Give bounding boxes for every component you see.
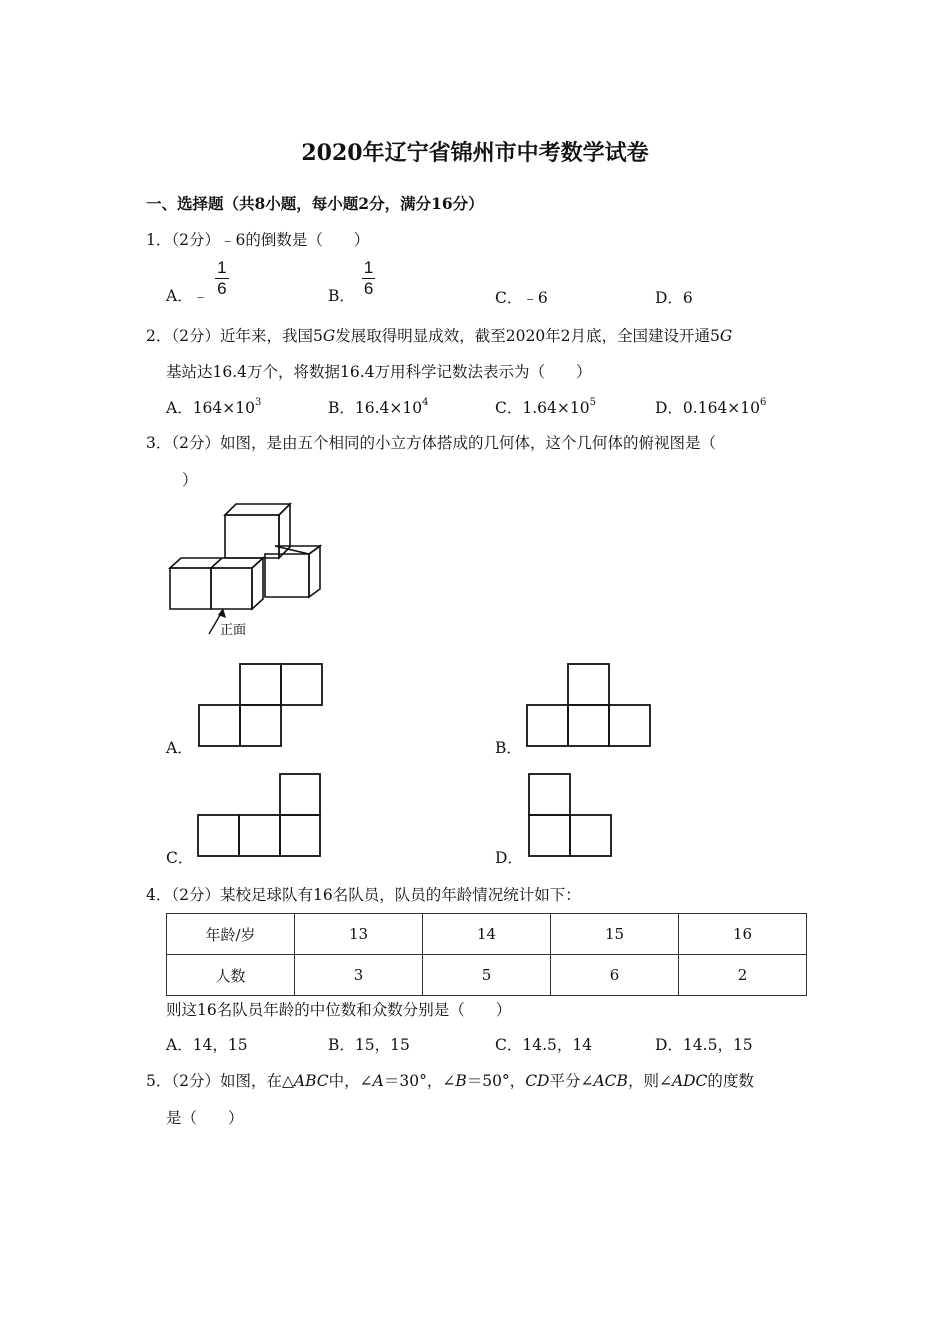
- q5-cd: CD: [525, 1072, 550, 1090]
- q1-a-label: A．﹣: [166, 287, 209, 305]
- table-cell: 3: [295, 955, 423, 996]
- q2-a-text: A．164×10: [166, 399, 255, 417]
- cube-front-left: [170, 568, 211, 609]
- q2-line1: [146, 324, 732, 346]
- q1-option-d: D．6: [655, 289, 693, 307]
- cube-top-front: [225, 515, 279, 558]
- q4-option-b: B．15，15: [328, 1036, 410, 1054]
- q1-a-numerator: 1: [217, 258, 227, 277]
- q2-b-exp: 4: [422, 396, 429, 408]
- q2-d-text: D．0.164×10: [655, 399, 761, 417]
- q4-option-a: A．14，15: [166, 1036, 248, 1054]
- q3-option-a-label: A．: [166, 739, 193, 757]
- q5-b: B: [455, 1072, 467, 1090]
- q2-g1: G: [322, 327, 336, 345]
- cube-back-front: [265, 554, 309, 597]
- table-cell: 15: [551, 914, 679, 955]
- table-cell: 人数: [167, 955, 295, 996]
- q1-b-fraction: [362, 258, 375, 298]
- q5-t6: ，则∠: [627, 1072, 672, 1090]
- q2-c-text: C．1.64×10: [495, 399, 590, 417]
- q1-option-b: [328, 258, 375, 305]
- table-cell: 14: [423, 914, 551, 955]
- q2-text-b: 发展取得明显成效，截至2020年2月底，全国建设开通5: [335, 327, 720, 345]
- q1-b-numerator: 1: [363, 258, 374, 277]
- q5-adc: ADC: [671, 1072, 708, 1090]
- q2-line2: 基站达16.4万个，将数据16.4万用科学记数法表示为（ ）: [166, 363, 592, 381]
- q4-option-d: D．14.5，15: [655, 1036, 753, 1054]
- q3-option-b-label: B．: [495, 739, 522, 757]
- q3-line2: ）: [182, 471, 198, 489]
- q3-option-a-figure: [198, 663, 324, 747]
- q3-option-d-figure: [528, 773, 614, 857]
- table-row: [167, 914, 807, 955]
- q2-option-c: [495, 396, 596, 418]
- q4-stem: 4．（2分）某校足球队有16名队员，队员的年龄情况统计如下：: [146, 886, 581, 904]
- q2-text-a: 2．（2分）近年来，我国5: [146, 327, 323, 345]
- cube-back-side: [309, 546, 320, 597]
- q5-t1: 5．（2分）如图，在△: [146, 1072, 294, 1090]
- q5-a: A: [372, 1072, 384, 1090]
- cube-front-side: [252, 558, 263, 609]
- q1-option-a: [166, 258, 229, 305]
- q3-option-d-label: D．: [495, 849, 523, 867]
- table-cell: 5: [423, 955, 551, 996]
- table-cell: 6: [551, 955, 679, 996]
- q2-a-exp: 3: [255, 396, 262, 408]
- q1-option-c: C．﹣6: [495, 289, 548, 307]
- q1-stem: 1．（2分）﹣6的倒数是（ ）: [146, 231, 370, 249]
- q5-t4: ＝50°，: [466, 1072, 526, 1090]
- q3-option-b-figure: [526, 663, 652, 747]
- q4-after: 则这16名队员年龄的中位数和众数分别是（ ）: [166, 1001, 512, 1019]
- q1-b-label: B．: [328, 287, 355, 305]
- table-cell: 2: [679, 955, 807, 996]
- q2-c-exp: 5: [589, 396, 596, 408]
- front-label: 正面: [220, 623, 247, 638]
- table-cell: 年龄/岁: [167, 914, 295, 955]
- q2-option-d: [655, 396, 766, 418]
- q3-option-c-label: C．: [166, 849, 194, 867]
- cube-front-middle: [211, 568, 252, 609]
- section-heading: 一、选择题（共8小题，每小题2分，满分16分）: [146, 194, 484, 213]
- table-cell: 16: [679, 914, 807, 955]
- q5-t3: ＝30°，∠: [383, 1072, 456, 1090]
- table-cell: 13: [295, 914, 423, 955]
- q2-option-a: [166, 396, 261, 418]
- q5-t5: 平分∠: [549, 1072, 594, 1090]
- q5-line2: 是（ ）: [166, 1109, 244, 1127]
- age-table: [166, 913, 807, 996]
- table-row: [167, 955, 807, 996]
- q3-line1: 3．（2分）如图，是由五个相同的小立方体搭成的几何体，这个几何体的俯视图是（: [146, 434, 716, 452]
- q2-option-b: [328, 396, 429, 418]
- cube-figure: [165, 500, 335, 645]
- q3-option-c-figure: [197, 773, 323, 857]
- q5-line1: [146, 1069, 754, 1091]
- q1-a-denominator: 6: [217, 279, 227, 298]
- q2-b-text: B．16.4×10: [328, 399, 423, 417]
- q1-a-fraction: [215, 258, 228, 298]
- q2-g2: G: [719, 327, 733, 345]
- page-title: 2020年辽宁省锦州市中考数学试卷: [301, 140, 649, 166]
- q1-b-denominator: 6: [363, 279, 374, 298]
- q4-option-c: C．14.5，14: [495, 1036, 593, 1054]
- q5-t7: 的度数: [707, 1072, 754, 1090]
- q5-t2: 中，∠: [328, 1072, 373, 1090]
- q5-abc: ABC: [293, 1072, 329, 1090]
- q2-d-exp: 6: [760, 396, 767, 408]
- q5-acb: ACB: [593, 1072, 628, 1090]
